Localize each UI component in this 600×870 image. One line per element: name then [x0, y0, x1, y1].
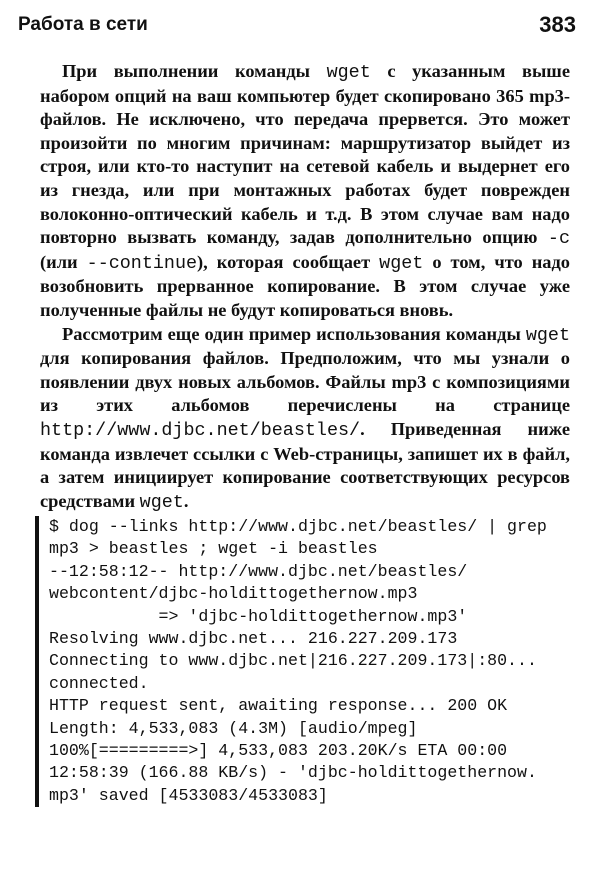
paragraph-2: [40, 323, 570, 515]
paragraph-2-text-1: Рассмотрим еще один пример использования команды: [62, 323, 526, 344]
inline-code-continue-option: --continue: [86, 252, 198, 274]
code-line: $ dog --links http://www.djbc.net/beastles/ | grep: [49, 517, 547, 536]
paragraph-1: [40, 60, 570, 323]
code-line: connected.: [49, 673, 149, 693]
paragraph-2-text-4: .: [183, 490, 189, 511]
paragraph-1-text-3: (или: [40, 251, 87, 272]
code-line: webcontent/djbc-holdittogethernow.mp3: [49, 584, 418, 604]
paragraph-2-text-2: для копирования файлов. Предположим, что мы узнали о появлении двух новых альбомов. Файлы mp3 с композициями из этих альбомов перечислены на странице: [40, 348, 570, 416]
paragraph-1-text-2: с указанным выше набором опций на ваш компьютер будет скопировано 365 mp3-файлов. Не исключено, что передача прервется. Это может произойти по многим причинам: маршрутизатор выйдет из строя, или кто-то наступит на сетевой кабель и выдернет его из гнезда, или при монтажных работах будет поврежден волоконно-оптический кабель и т.д. В этом случае вам надо повторно вызвать команду, задав дополнительно опцию: [40, 61, 570, 248]
code-line: HTTP request sent, awaiting response... 200 OK: [49, 696, 508, 716]
inline-code-c-option: -c: [547, 228, 570, 250]
inline-code-wget: wget: [139, 491, 184, 513]
code-line: mp3' saved [4533083/4533083]: [49, 785, 328, 805]
code-line: --12:58:12-- http://www.djbc.net/beastles/: [49, 561, 468, 581]
page-number: 383: [539, 12, 576, 37]
section-title: Работа в сети: [18, 14, 148, 35]
code-line: => 'djbc-holdittogethernow.mp3': [49, 606, 468, 626]
inline-code-wget: wget: [379, 252, 424, 274]
code-line: Connecting to www.djbc.net|216.227.209.173|:80...: [49, 651, 537, 671]
code-line: 12:58:39 (166.88 KB/s) - 'djbc-holdittogethernow.: [49, 763, 537, 783]
body-text: [40, 60, 570, 514]
code-line: mp3 > beastles ; wget -i beastles: [49, 539, 378, 559]
paragraph-1-text-5: о том, что надо возобновить прерванное копирование. В этом случае уже полученные файлы не будут копироваться вновь.: [40, 251, 570, 320]
code-listing: [35, 516, 589, 807]
inline-code-wget: wget: [326, 62, 371, 83]
paragraph-2-text-3: . Приведенная ниже команда извлечет ссылки с Web-страницы, запишет их в файл, а затем инициирует копирование соответствующих ресурсов средствами: [40, 418, 570, 511]
code-line: Length: 4,533,083 (4.3M) [audio/mpeg]: [49, 718, 418, 738]
paragraph-1-text-1: При выполнении команды: [62, 61, 327, 81]
page-header: [18, 10, 576, 44]
inline-code-url: http://www.djbc.net/beastles/: [40, 419, 361, 441]
paragraph-1-text-4: ), которая сообщает: [197, 251, 380, 272]
code-line: Resolving www.djbc.net... 216.227.209.173: [49, 629, 458, 649]
inline-code-wget: wget: [525, 324, 570, 346]
code-line: 100%[=========>] 4,533,083 203.20K/s ETA 00:00: [49, 741, 508, 761]
